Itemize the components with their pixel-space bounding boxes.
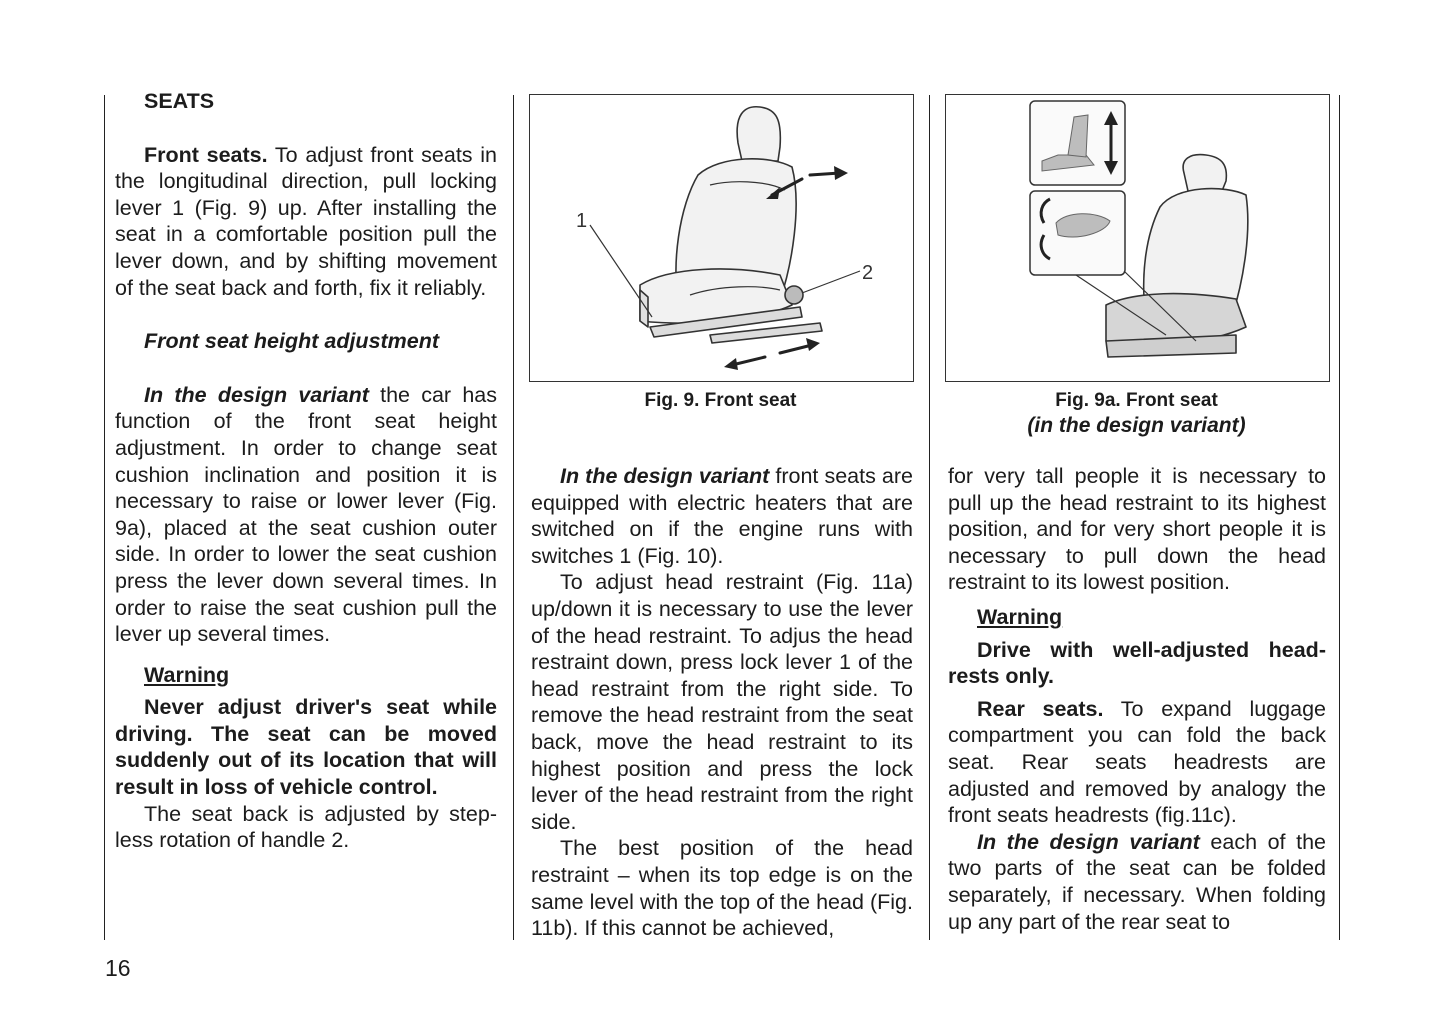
column-2 (531, 463, 913, 942)
seatback-paragraph: The seat back is adjusted by stepless rotation of handle 2. (115, 801, 497, 853)
column-rule-mid-1 (513, 95, 514, 940)
column-rule-mid-2 (929, 95, 930, 940)
figure-9a-caption (945, 388, 1328, 438)
fig9-label-1: 1 (576, 210, 588, 232)
column-rule-left (104, 95, 105, 940)
column-1 (115, 88, 497, 854)
fold-paragraph (948, 829, 1326, 935)
figure-9-frame (529, 94, 914, 382)
warning-text-1: Never adjust driver's seat while driving. The seat can be moved suddenly out of its location that will result in loss of vehicle control. (115, 695, 497, 800)
warning-text-2: Drive with well-adjusted headrests only. (948, 637, 1326, 689)
height-adjustment-heading: Front seat height adjustment (144, 329, 440, 354)
figure-9a-caption-line2: (in the design variant) (1027, 414, 1246, 437)
column-rule-right (1339, 95, 1340, 940)
height-lead: In the design variant (144, 382, 369, 407)
warning-label-1: Warning (144, 662, 230, 687)
head-restraint-paragraph: To adjust head restraint (Fig. 11a) up/down it is necessary to use the lever of the head restraint. To adjus the head restraint down, press lock lever 1 of the head restraint from the right side. To remove the head restraint from the seat back, move the head restraint to its highest position and press the lock lever of the head restraint from the right side. (531, 570, 913, 834)
rear-seats-paragraph (948, 696, 1326, 829)
rear-seats-text: To expand luggage compartment you can fold the back seat. Rear seats headrests are adjusted and removed by analogy the front seats headrests (fig.11c). (948, 696, 1326, 828)
height-adjustment-paragraph (115, 382, 497, 648)
figure-9a-caption-line1: Fig. 9a. Front seat (1055, 390, 1218, 411)
front-seat-illustration (530, 95, 913, 381)
warning-label-2: Warning (977, 604, 1063, 629)
figure-9-caption: Fig. 9. Front seat (644, 390, 797, 411)
section-heading: SEATS (144, 89, 215, 113)
figure-9a-frame (945, 94, 1330, 382)
front-seats-lead: Front seats. (144, 142, 268, 167)
fold-lead: In the design variant (977, 829, 1200, 854)
continued-paragraph: for very tall people it is necessary to pull up the head restraint to its highest position, and for very short people it is necessary to pull down the head restraint to its lowest position. (948, 464, 1326, 595)
best-position-paragraph: The best position of the head restraint – when its top edge is on the same level with the top of the head (Fig. 11b). If this cannot be achieved, (531, 836, 913, 941)
height-text: the car has function of the front seat height adjustment. In order to change seat cushion inclination and position it is necessary to raise or lower lever (Fig. 9a), placed at the seat cushion outer side. In order to lower the seat cushion press the lever down several times. In order to raise the seat cushion pull the lever up several times. (115, 382, 497, 647)
rear-seats-lead: Rear seats. (977, 696, 1104, 721)
heaters-lead: In the design variant (560, 464, 770, 488)
front-seat-height-lever-illustration (946, 95, 1329, 381)
heaters-paragraph (531, 463, 913, 569)
front-seats-paragraph (115, 142, 497, 302)
heaters-text: front seats are equipped with electric heaters that are switched on if the engine runs with switches 1 (Fig. 10). (531, 464, 913, 568)
fig9-label-2: 2 (862, 262, 874, 284)
column-3 (948, 463, 1326, 935)
fold-text: each of the two parts of the seat can be folded separately, if necessary. When folding up any part of the rear seat to (948, 829, 1326, 934)
front-seats-text: To adjust front seats in the longitudinal direction, pull locking lever 1 (Fig. 9) up. After installing the seat in a comfortable position pull the lever down, and by shifting movement of the seat back and forth, fix it reliably. (115, 142, 497, 300)
page-number: 16 (105, 955, 131, 981)
